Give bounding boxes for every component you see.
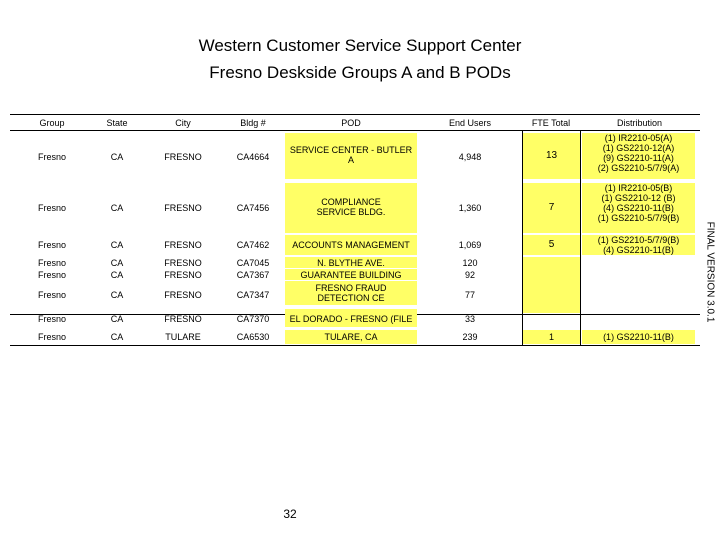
header-state: State [106, 118, 128, 128]
header-fte-total: FTE Total [531, 118, 571, 128]
cell-city: FRESNO [164, 314, 202, 324]
distribution-line: (1) GS2210-11(B) [603, 332, 674, 342]
cell-group: Fresno [37, 152, 66, 162]
cell-distribution [582, 235, 695, 255]
header-pod: POD [341, 118, 361, 128]
distribution-line: (1) GS2210-5/7/9(B) [597, 235, 680, 245]
cell-state: CA [110, 240, 124, 250]
header-distribution: Distribution [616, 118, 663, 128]
table-end-rule [10, 345, 700, 346]
distribution-line: (4) GS2210-11(B) [603, 203, 674, 213]
page-number: 32 [283, 507, 297, 521]
fte-empty-fill [523, 257, 580, 313]
cell-bldg: CA6530 [236, 332, 270, 342]
cell-bldg: CA7045 [236, 258, 270, 268]
cell-bldg: CA7347 [236, 290, 270, 300]
cell-group: Fresno [37, 290, 66, 300]
cell-city: FRESNO [164, 152, 202, 162]
cell-end-users: 1,360 [458, 203, 482, 213]
cell-group: Fresno [37, 240, 66, 250]
cell-pod: TULARE, CA [285, 330, 417, 344]
cell-end-users: 77 [464, 290, 475, 300]
cell-end-users: 120 [462, 258, 478, 268]
cell-end-users: 239 [462, 332, 478, 342]
distribution-line: (1) GS2210-5/7/9(B) [597, 213, 680, 223]
cell-city: FRESNO [164, 203, 202, 213]
cell-state: CA [110, 314, 124, 324]
cell-fte: 13 [523, 133, 580, 179]
cell-bldg: CA7456 [236, 203, 270, 213]
fte-right-rule [580, 130, 581, 345]
cell-end-users: 1,069 [458, 240, 482, 250]
cell-bldg: CA7462 [236, 240, 270, 250]
distribution-line: (1) IR2210-05(B) [604, 183, 673, 193]
version-note: FINAL VERSION 3.0.1 [704, 221, 716, 323]
header-end-users: End Users [448, 118, 492, 128]
cell-group: Fresno [37, 270, 66, 280]
cell-city: FRESNO [164, 270, 202, 280]
header-group: Group [39, 118, 65, 128]
distribution-line: (1) IR2210-05(A) [604, 133, 673, 143]
cell-pod: GUARANTEE BUILDING [285, 269, 417, 280]
cell-end-users: 4,948 [458, 152, 482, 162]
cell-distribution [582, 183, 695, 233]
cell-fte: 1 [523, 330, 580, 344]
cell-pod: FRESNO FRAUD DETECTION CE [285, 281, 417, 305]
distribution-line: (1) GS2210-12(A) [602, 143, 675, 153]
cell-state: CA [110, 258, 124, 268]
cell-bldg: CA4664 [236, 152, 270, 162]
cell-group: Fresno [37, 314, 66, 324]
cell-distribution [582, 330, 695, 344]
cell-fte: 7 [523, 183, 580, 233]
cell-city: FRESNO [164, 258, 202, 268]
cell-city: TULARE [165, 332, 201, 342]
cell-end-users: 33 [464, 314, 475, 324]
cell-group: Fresno [37, 258, 66, 268]
cell-bldg: CA7367 [236, 270, 270, 280]
cell-state: CA [110, 332, 124, 342]
header-bldg: Bldg # [240, 118, 266, 128]
page-subtitle: Fresno Deskside Groups A and B PODs [209, 63, 511, 82]
header-bottom-rule [10, 130, 700, 131]
cell-state: CA [110, 152, 124, 162]
cell-state: CA [110, 290, 124, 300]
cell-pod: N. BLYTHE AVE. [285, 257, 417, 268]
table-top-rule [10, 114, 700, 115]
cell-group: Fresno [37, 203, 66, 213]
cell-fte: 5 [523, 235, 580, 255]
page-title: Western Customer Service Support Center [198, 36, 522, 55]
cell-city: FRESNO [164, 240, 202, 250]
cell-state: CA [110, 203, 124, 213]
cell-pod: SERVICE CENTER - BUTLER A [285, 133, 417, 179]
cell-pod: COMPLIANCE SERVICE BLDG. [285, 183, 417, 233]
cell-end-users: 92 [464, 270, 475, 280]
cell-distribution [582, 133, 695, 179]
cell-pod: ACCOUNTS MANAGEMENT [285, 235, 417, 255]
header-city: City [175, 118, 191, 128]
cell-pod: EL DORADO - FRESNO (FILE [285, 309, 417, 327]
cell-city: FRESNO [164, 290, 202, 300]
cell-state: CA [110, 270, 124, 280]
distribution-line: (9) GS2210-11(A) [603, 153, 674, 163]
distribution-line: (1) GS2210-12 (B) [601, 193, 676, 203]
cell-group: Fresno [37, 332, 66, 342]
cell-bldg: CA7370 [236, 314, 270, 324]
distribution-line: (2) GS2210-5/7/9(A) [597, 163, 680, 173]
distribution-line: (4) GS2210-11(B) [603, 245, 674, 255]
